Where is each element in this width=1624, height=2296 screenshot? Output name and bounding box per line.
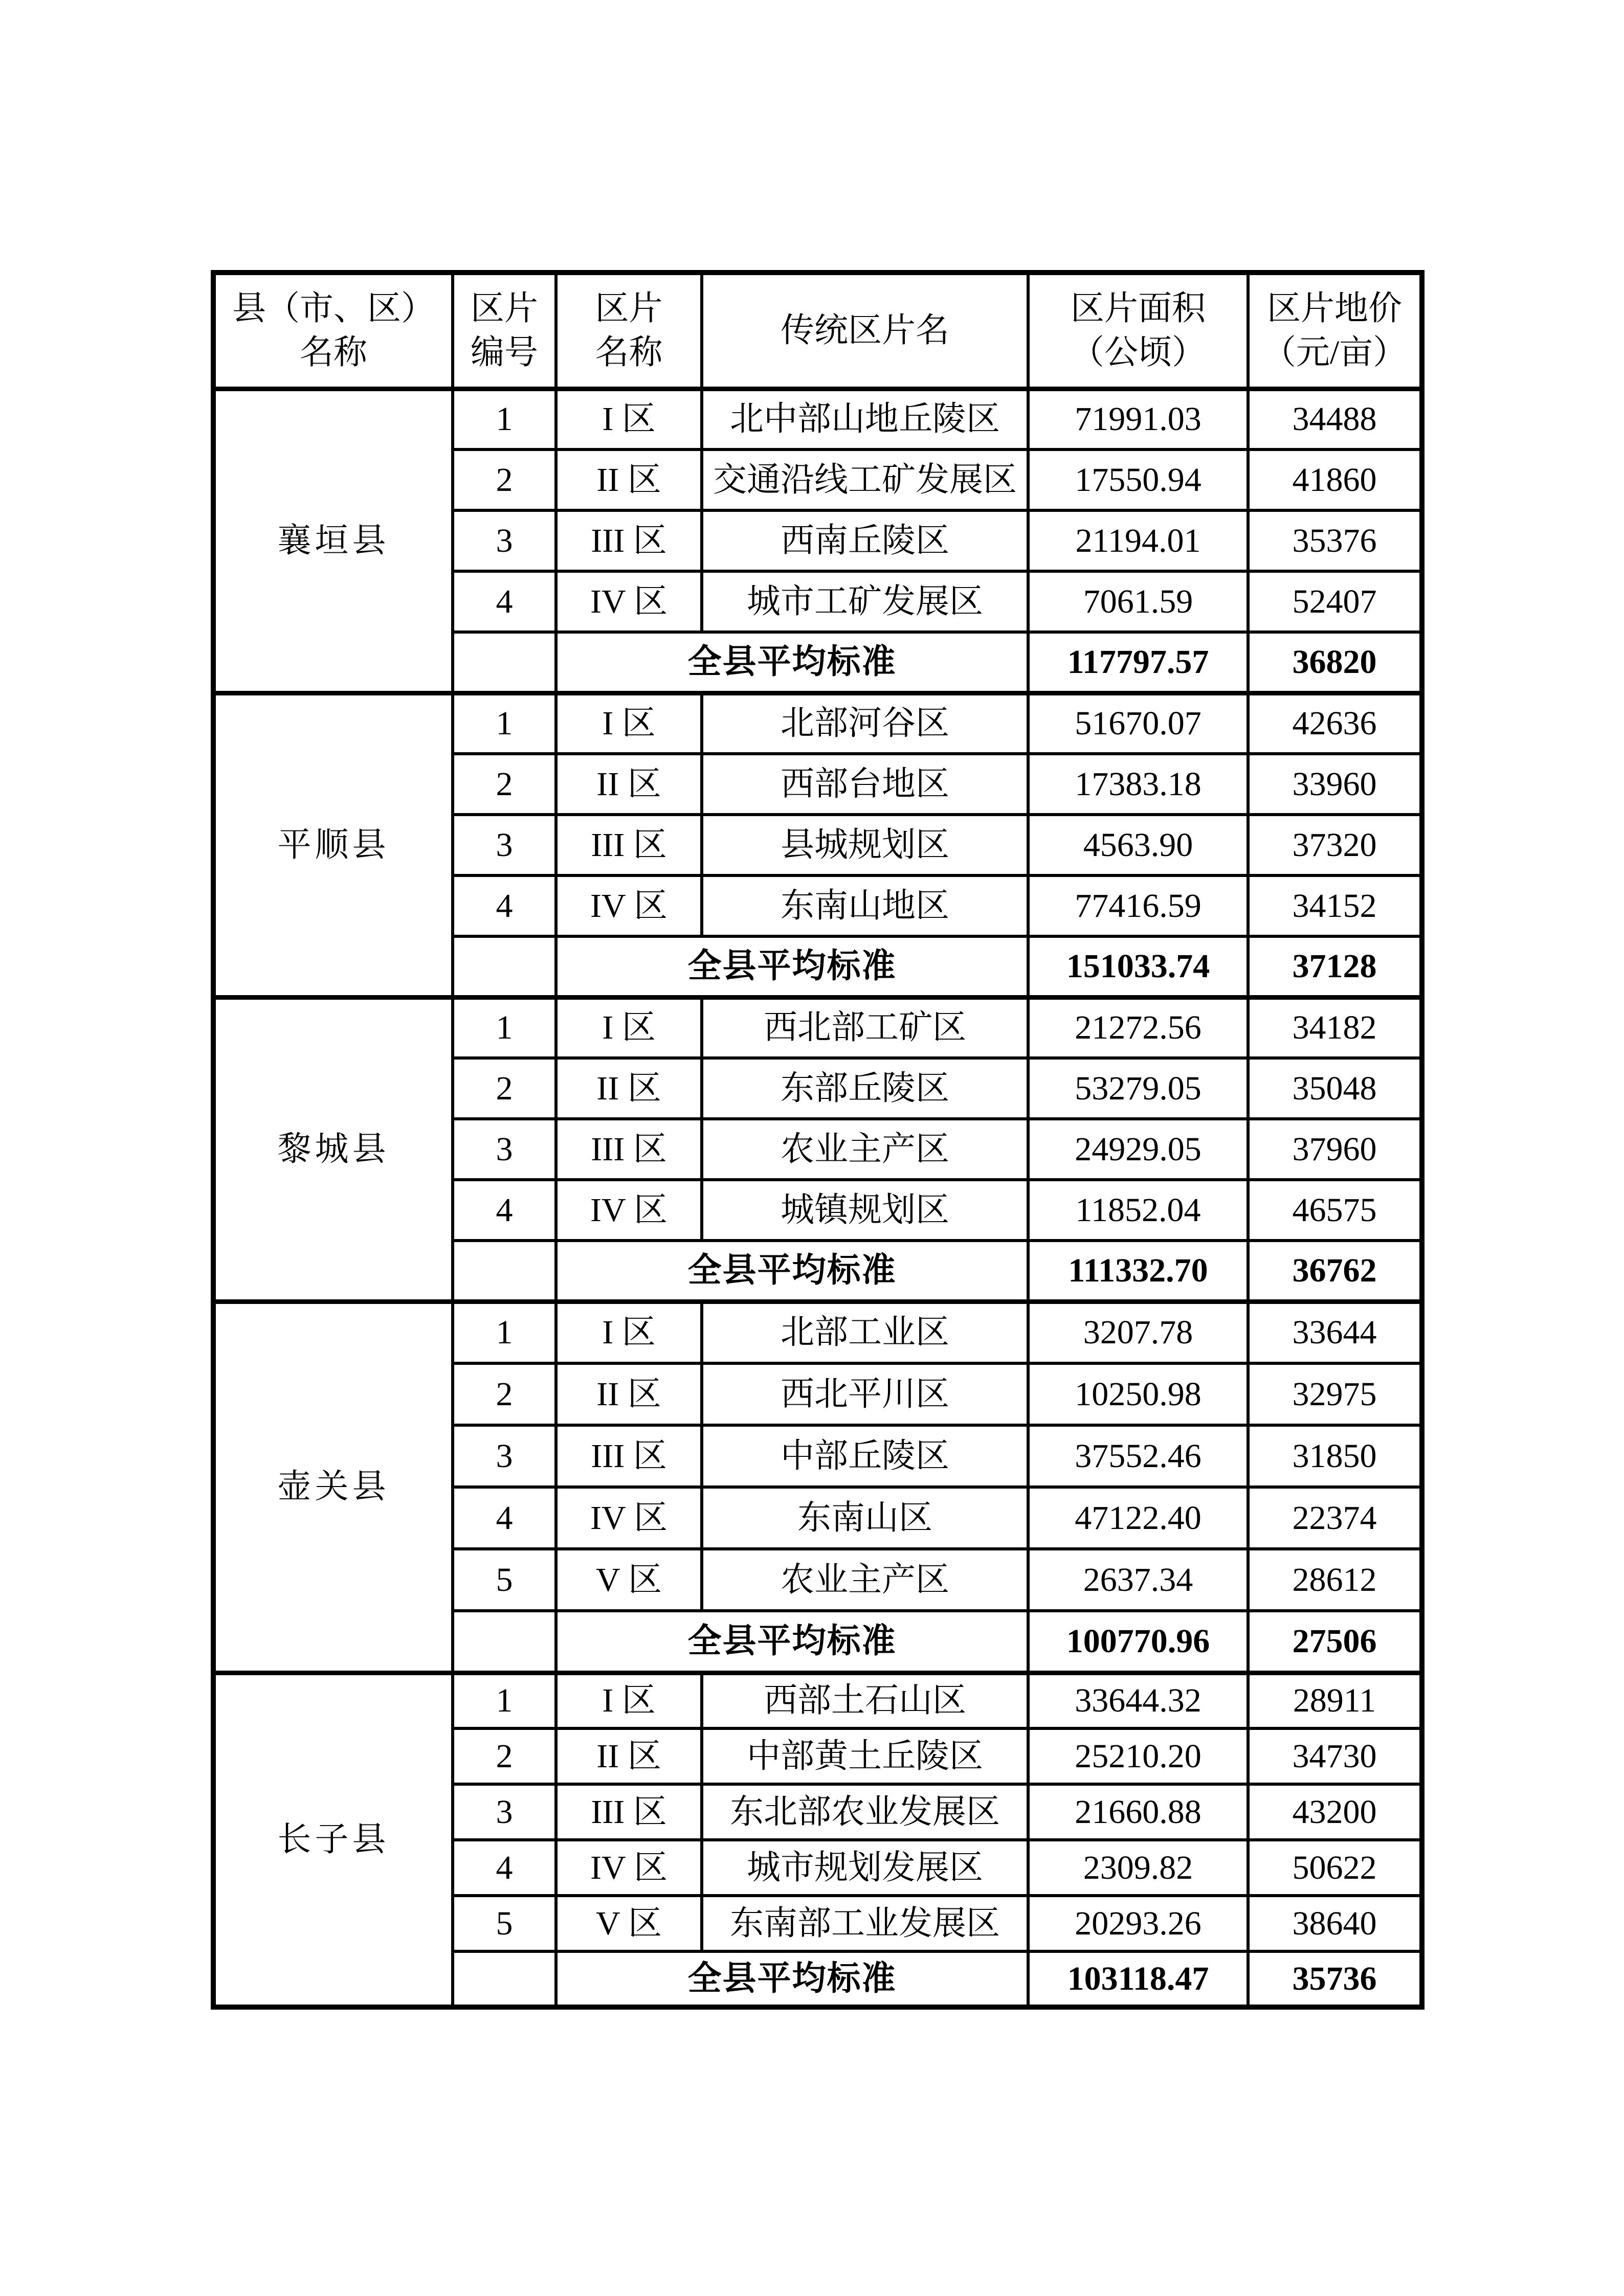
zone-name-cell: I 区 bbox=[556, 997, 702, 1058]
zone-no-cell: 1 bbox=[453, 389, 556, 449]
average-price-cell: 35736 bbox=[1248, 1951, 1422, 2007]
traditional-name-cell: 中部丘陵区 bbox=[702, 1425, 1028, 1487]
land-price-table bbox=[211, 270, 1425, 2010]
area-cell: 20293.26 bbox=[1028, 1896, 1248, 1951]
traditional-name-cell: 东部丘陵区 bbox=[702, 1058, 1028, 1119]
traditional-name-cell: 交通沿线工矿发展区 bbox=[702, 449, 1028, 510]
price-cell: 42636 bbox=[1248, 693, 1422, 754]
price-cell: 41860 bbox=[1248, 449, 1422, 510]
average-empty-cell bbox=[453, 1241, 556, 1301]
zone-no-cell: 5 bbox=[453, 1549, 556, 1611]
price-cell: 35376 bbox=[1248, 510, 1422, 571]
zone-no-cell: 3 bbox=[453, 1784, 556, 1840]
traditional-name-cell: 城市规划发展区 bbox=[702, 1840, 1028, 1896]
average-label-cell: 全县平均标准 bbox=[556, 936, 1028, 997]
traditional-name-cell: 县城规划区 bbox=[702, 815, 1028, 875]
header-line: （公顷） bbox=[1071, 333, 1206, 371]
area-cell: 71991.03 bbox=[1028, 389, 1248, 449]
zone-no-cell: 5 bbox=[453, 1896, 556, 1951]
average-label-cell: 全县平均标准 bbox=[556, 1241, 1028, 1301]
traditional-name-cell: 农业主产区 bbox=[702, 1549, 1028, 1611]
zone-name-cell: IV 区 bbox=[556, 571, 702, 632]
average-price-cell: 37128 bbox=[1248, 936, 1422, 997]
zone-name-cell: III 区 bbox=[556, 1425, 702, 1487]
zone-no-cell: 1 bbox=[453, 997, 556, 1058]
price-cell: 38640 bbox=[1248, 1896, 1422, 1951]
header-line: 区片 bbox=[595, 289, 663, 327]
zone-no-cell: 3 bbox=[453, 510, 556, 571]
traditional-name-cell: 西部台地区 bbox=[702, 754, 1028, 815]
traditional-name-cell: 城镇规划区 bbox=[702, 1180, 1028, 1241]
county-name-cell: 黎城县 bbox=[213, 997, 453, 1301]
zone-no-cell: 1 bbox=[453, 1673, 556, 1728]
area-cell: 2637.34 bbox=[1028, 1549, 1248, 1611]
traditional-name-cell: 中部黄土丘陵区 bbox=[702, 1728, 1028, 1784]
area-cell: 33644.32 bbox=[1028, 1673, 1248, 1728]
price-cell: 50622 bbox=[1248, 1840, 1422, 1896]
zone-no-cell: 2 bbox=[453, 1363, 556, 1425]
traditional-name-cell: 东北部农业发展区 bbox=[702, 1784, 1028, 1840]
zone-name-cell: IV 区 bbox=[556, 1180, 702, 1241]
zone-name-cell: IV 区 bbox=[556, 875, 702, 936]
price-cell: 33644 bbox=[1248, 1301, 1422, 1363]
zone-no-cell: 2 bbox=[453, 754, 556, 815]
header-row bbox=[213, 273, 1422, 389]
area-cell: 21660.88 bbox=[1028, 1784, 1248, 1840]
traditional-name-cell: 东南山地区 bbox=[702, 875, 1028, 936]
col-header-county bbox=[213, 273, 453, 389]
area-cell: 10250.98 bbox=[1028, 1363, 1248, 1425]
zone-no-cell: 4 bbox=[453, 875, 556, 936]
area-cell: 24929.05 bbox=[1028, 1119, 1248, 1180]
zone-no-cell: 4 bbox=[453, 571, 556, 632]
area-cell: 3207.78 bbox=[1028, 1301, 1248, 1363]
traditional-name-cell: 东南山区 bbox=[702, 1487, 1028, 1549]
zone-no-cell: 1 bbox=[453, 1301, 556, 1363]
traditional-name-cell: 北中部山地丘陵区 bbox=[702, 389, 1028, 449]
area-cell: 17550.94 bbox=[1028, 449, 1248, 510]
area-cell: 17383.18 bbox=[1028, 754, 1248, 815]
price-cell: 52407 bbox=[1248, 571, 1422, 632]
average-label-cell: 全县平均标准 bbox=[556, 1611, 1028, 1673]
table-row bbox=[213, 693, 1422, 754]
area-cell: 7061.59 bbox=[1028, 571, 1248, 632]
price-cell: 28911 bbox=[1248, 1673, 1422, 1728]
traditional-name-cell: 北部河谷区 bbox=[702, 693, 1028, 754]
price-cell: 34730 bbox=[1248, 1728, 1422, 1784]
average-price-cell: 36820 bbox=[1248, 632, 1422, 693]
traditional-name-cell: 城市工矿发展区 bbox=[702, 571, 1028, 632]
zone-name-cell: IV 区 bbox=[556, 1487, 702, 1549]
zone-no-cell: 2 bbox=[453, 1728, 556, 1784]
county-block-xiangyuan bbox=[213, 389, 1422, 693]
average-price-cell: 36762 bbox=[1248, 1241, 1422, 1301]
zone-name-cell: I 区 bbox=[556, 389, 702, 449]
zone-no-cell: 2 bbox=[453, 449, 556, 510]
zone-name-cell: III 区 bbox=[556, 1784, 702, 1840]
price-cell: 34152 bbox=[1248, 875, 1422, 936]
zone-no-cell: 3 bbox=[453, 815, 556, 875]
zone-name-cell: I 区 bbox=[556, 1673, 702, 1728]
average-area-cell: 103118.47 bbox=[1028, 1951, 1248, 2007]
average-empty-cell bbox=[453, 632, 556, 693]
zone-no-cell: 1 bbox=[453, 693, 556, 754]
area-cell: 21272.56 bbox=[1028, 997, 1248, 1058]
average-label-cell: 全县平均标准 bbox=[556, 1951, 1028, 2007]
zone-no-cell: 4 bbox=[453, 1487, 556, 1549]
price-cell: 43200 bbox=[1248, 1784, 1422, 1840]
price-cell: 34182 bbox=[1248, 997, 1422, 1058]
traditional-name-cell: 北部工业区 bbox=[702, 1301, 1028, 1363]
header-line: 名称 bbox=[300, 333, 367, 371]
header-line: 县（市、区） bbox=[232, 289, 435, 327]
area-cell: 53279.05 bbox=[1028, 1058, 1248, 1119]
area-cell: 11852.04 bbox=[1028, 1180, 1248, 1241]
zone-no-cell: 2 bbox=[453, 1058, 556, 1119]
average-empty-cell bbox=[453, 936, 556, 997]
col-header-zone-name bbox=[556, 273, 702, 389]
price-cell: 46575 bbox=[1248, 1180, 1422, 1241]
zone-name-cell: III 区 bbox=[556, 815, 702, 875]
zone-name-cell: II 区 bbox=[556, 1058, 702, 1119]
county-block-zhangzi bbox=[213, 1673, 1422, 2007]
zone-name-cell: I 区 bbox=[556, 1301, 702, 1363]
average-empty-cell bbox=[453, 1611, 556, 1673]
table-row bbox=[213, 1673, 1422, 1728]
average-area-cell: 117797.57 bbox=[1028, 632, 1248, 693]
average-area-cell: 100770.96 bbox=[1028, 1611, 1248, 1673]
average-empty-cell bbox=[453, 1951, 556, 2007]
zone-name-cell: IV 区 bbox=[556, 1840, 702, 1896]
price-cell: 35048 bbox=[1248, 1058, 1422, 1119]
header-line: 区片地价 bbox=[1267, 289, 1402, 327]
area-cell: 2309.82 bbox=[1028, 1840, 1248, 1896]
area-cell: 21194.01 bbox=[1028, 510, 1248, 571]
county-block-huguan bbox=[213, 1301, 1422, 1673]
col-header-area bbox=[1028, 273, 1248, 389]
col-header-traditional-name bbox=[702, 273, 1028, 389]
county-name-cell: 长子县 bbox=[213, 1673, 453, 2007]
county-name-cell: 壶关县 bbox=[213, 1301, 453, 1673]
zone-name-cell: II 区 bbox=[556, 1728, 702, 1784]
header-line: 编号 bbox=[471, 333, 538, 371]
average-area-cell: 111332.70 bbox=[1028, 1241, 1248, 1301]
price-cell: 33960 bbox=[1248, 754, 1422, 815]
zone-name-cell: III 区 bbox=[556, 510, 702, 571]
area-cell: 25210.20 bbox=[1028, 1728, 1248, 1784]
traditional-name-cell: 东南部工业发展区 bbox=[702, 1896, 1028, 1951]
zone-name-cell: II 区 bbox=[556, 449, 702, 510]
price-cell: 31850 bbox=[1248, 1425, 1422, 1487]
header-line: 传统区片名 bbox=[781, 311, 949, 349]
header-line: 名称 bbox=[595, 333, 663, 371]
county-block-pingshun bbox=[213, 693, 1422, 997]
county-name-cell: 襄垣县 bbox=[213, 389, 453, 693]
area-cell: 37552.46 bbox=[1028, 1425, 1248, 1487]
average-price-cell: 27506 bbox=[1248, 1611, 1422, 1673]
area-cell: 47122.40 bbox=[1028, 1487, 1248, 1549]
zone-name-cell: II 区 bbox=[556, 754, 702, 815]
header-line: 区片面积 bbox=[1071, 289, 1206, 327]
county-name-cell: 平顺县 bbox=[213, 693, 453, 997]
zone-no-cell: 3 bbox=[453, 1119, 556, 1180]
price-cell: 37320 bbox=[1248, 815, 1422, 875]
price-cell: 37960 bbox=[1248, 1119, 1422, 1180]
traditional-name-cell: 西北部工矿区 bbox=[702, 997, 1028, 1058]
table-row bbox=[213, 997, 1422, 1058]
zone-name-cell: V 区 bbox=[556, 1549, 702, 1611]
county-block-licheng bbox=[213, 997, 1422, 1301]
zone-name-cell: V 区 bbox=[556, 1896, 702, 1951]
table-header bbox=[213, 273, 1422, 389]
zone-no-cell: 4 bbox=[453, 1180, 556, 1241]
traditional-name-cell: 西北平川区 bbox=[702, 1363, 1028, 1425]
header-line: 区片 bbox=[471, 289, 538, 327]
average-label-cell: 全县平均标准 bbox=[556, 632, 1028, 693]
area-cell: 51670.07 bbox=[1028, 693, 1248, 754]
header-line: （元/亩） bbox=[1262, 333, 1407, 371]
zone-no-cell: 3 bbox=[453, 1425, 556, 1487]
zone-name-cell: II 区 bbox=[556, 1363, 702, 1425]
average-area-cell: 151033.74 bbox=[1028, 936, 1248, 997]
price-cell: 28612 bbox=[1248, 1549, 1422, 1611]
price-cell: 22374 bbox=[1248, 1487, 1422, 1549]
table-row bbox=[213, 1301, 1422, 1363]
col-header-zone-no bbox=[453, 273, 556, 389]
traditional-name-cell: 西部土石山区 bbox=[702, 1673, 1028, 1728]
col-header-price bbox=[1248, 273, 1422, 389]
zone-no-cell: 4 bbox=[453, 1840, 556, 1896]
traditional-name-cell: 农业主产区 bbox=[702, 1119, 1028, 1180]
price-cell: 32975 bbox=[1248, 1363, 1422, 1425]
table-row bbox=[213, 389, 1422, 449]
price-cell: 34488 bbox=[1248, 389, 1422, 449]
zone-name-cell: III 区 bbox=[556, 1119, 702, 1180]
area-cell: 4563.90 bbox=[1028, 815, 1248, 875]
zone-name-cell: I 区 bbox=[556, 693, 702, 754]
area-cell: 77416.59 bbox=[1028, 875, 1248, 936]
traditional-name-cell: 西南丘陵区 bbox=[702, 510, 1028, 571]
